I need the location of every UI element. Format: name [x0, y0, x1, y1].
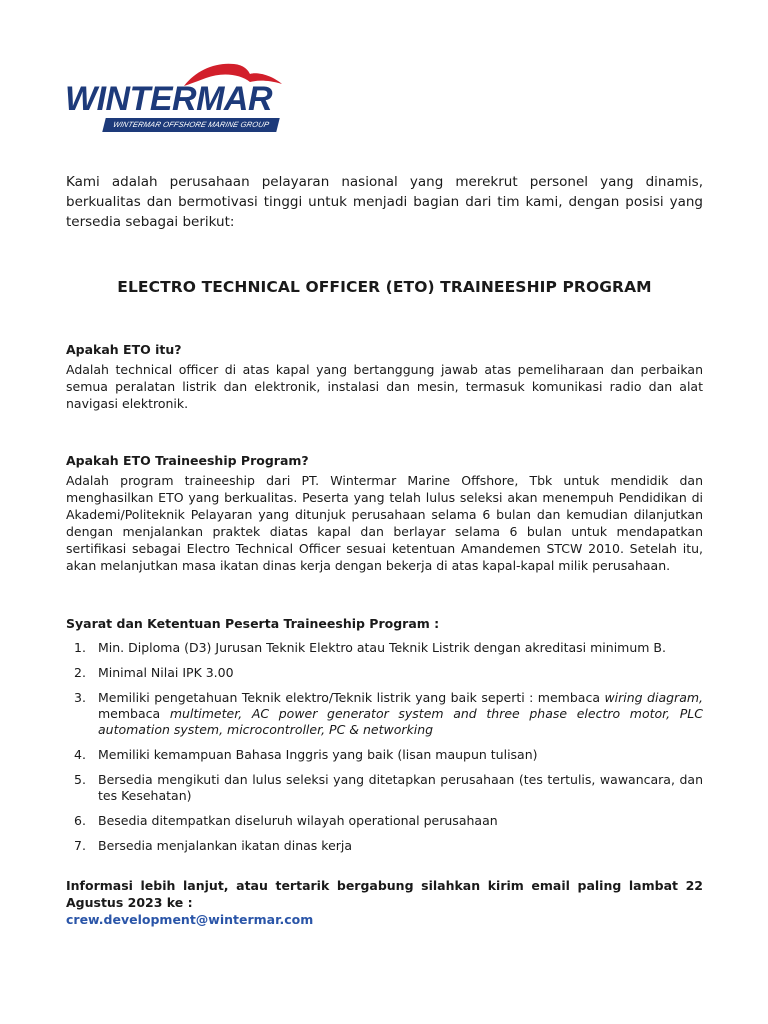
email-link[interactable]: crew.development@wintermar.com — [66, 912, 314, 927]
list-item: 3. Memiliki pengetahuan Teknik elektro/Teknik listrik yang baik seperti : membaca wiring diagram, membaca multimeter, AC power generator system and three phase electro motor, PLC automation system, microcontroller, PC & networking — [74, 690, 704, 737]
list-item: 5. Bersedia mengikuti dan lulus seleksi yang ditetapkan perusahaan (tes tertulis, wawancara, dan tes Kesehatan) — [74, 772, 703, 803]
list-item: 6. Besedia ditempatkan diseluruh wilayah operational perusahaan — [74, 813, 498, 828]
section-body: Adalah technical officer di atas kapal yang bertanggung jawab atas pemeliharaan dan perbaikan semua peralatan listrik dan elektronik, instalasi dan mesin, termasuk komunikasi radio dan alat navigasi elektronik. — [66, 362, 703, 411]
contact-footer — [66, 877, 703, 928]
section-heading: Apakah ETO itu? — [66, 342, 182, 357]
requirements-list — [66, 640, 703, 854]
list-item: 7. Bersedia menjalankan ikatan dinas kerja — [74, 838, 353, 853]
contact-info: Informasi lebih lanjut, atau tertarik bergabung silahkan kirim email paling lambat 22 Agustus 2023 ke : — [66, 878, 703, 910]
page-title: ELECTRO TECHNICAL OFFICER (ETO) TRAINEESHIP PROGRAM — [117, 278, 652, 296]
section-what-is-eto — [66, 341, 703, 412]
section-traineeship — [66, 452, 703, 574]
section-body: Adalah program traineeship dari PT. Wintermar Marine Offshore, Tbk untuk mendidik dan menghasilkan ETO yang berkualitas. Peserta yang telah lulus seleksi akan menempuh Pendidikan di Akademi/Politeknik Pelayaran yang ditunjuk perusahaan selama 6 bulan dan kemudian dilanjutkan dengan menjalankan praktek diatas kapal dan berlayar selama 6 bulan untuk mendapatkan sertifikasi sebagai Electro Technical Officer sesuai ketentuan Amandemen STCW 2010. Setelah itu, akan melanjutkan masa ikatan dinas kerja dengan bekerja di atas kapal-kapal milik perusahaan. — [66, 473, 703, 573]
section-heading: Syarat dan Ketentuan Peserta Traineeship Program : — [66, 616, 440, 631]
list-item: 4. Memiliki kemampuan Bahasa Inggris yang baik (lisan maupun tulisan) — [74, 747, 538, 762]
list-item: 2. Minimal Nilai IPK 3.00 — [74, 665, 234, 680]
company-logo — [64, 60, 286, 138]
document-body — [66, 172, 703, 928]
list-item: 1. Min. Diploma (D3) Jurusan Teknik Elektro atau Teknik Listrik dengan akreditasi minimum B. — [74, 640, 666, 655]
section-heading: Apakah ETO Traineeship Program? — [66, 453, 309, 468]
section-requirements — [66, 615, 703, 854]
intro-paragraph: Kami adalah perusahaan pelayaran nasional yang merekrut personel yang dinamis, berkualitas dan bermotivasi tinggi untuk menjadi bagian dari tim kami, dengan posisi yang tersedia sebagai berikut: — [66, 174, 703, 230]
logo-wordmark: WINTERMAR — [65, 80, 273, 118]
logo-tagline: WINTERMAR OFFSHORE MARINE GROUP — [102, 118, 279, 132]
